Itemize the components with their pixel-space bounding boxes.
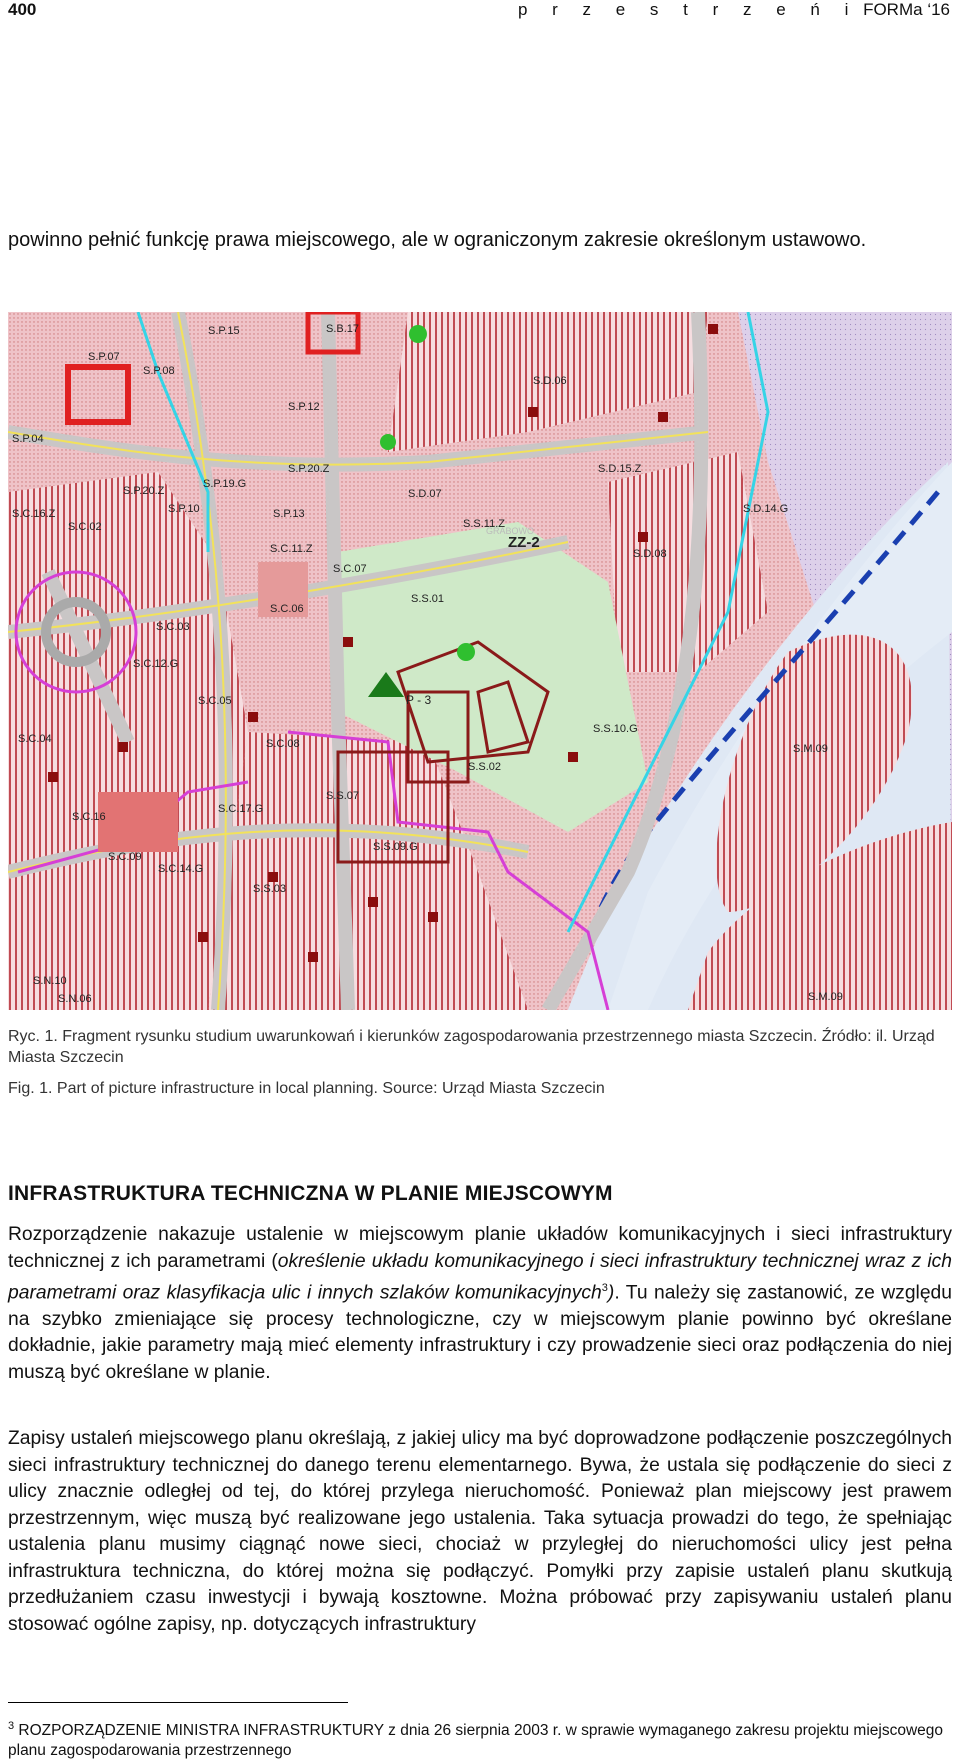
svg-text:S.D.14.G: S.D.14.G (743, 503, 789, 515)
svg-text:S.P.08: S.P.08 (143, 365, 175, 377)
svg-text:S.P.20.Z: S.P.20.Z (288, 463, 330, 475)
journal-title-spaced: p r z e s t r z e ń i (517, 0, 859, 19)
figure-caption-pl: Ryc. 1. Fragment rysunku studium uwarunkowań i kierunków zagospodarowania przestrzennego miasta Szczecin. Źródło: il. Urząd Miasta Szczecin (8, 1028, 935, 1066)
svg-text:S.C.02: S.C.02 (68, 521, 102, 533)
svg-text:S.C.16: S.C.16 (72, 811, 106, 823)
svg-text:S.S.11.Z: S.S.11.Z (463, 518, 505, 530)
svg-text:S.D.07: S.D.07 (408, 488, 442, 500)
svg-text:S.C.05: S.C.05 (198, 695, 232, 707)
footnote-number: 3 (8, 1720, 15, 1732)
planning-map-figure (8, 312, 952, 1010)
footnote (8, 1716, 952, 1761)
svg-text:S.C.09: S.C.09 (108, 851, 142, 863)
svg-text:S.N.10: S.N.10 (33, 975, 67, 987)
svg-text:S.C.06: S.C.06 (270, 603, 304, 615)
svg-text:S.C.04: S.C.04 (18, 733, 52, 745)
svg-text:S.C.14.G: S.C.14.G (158, 863, 204, 875)
svg-text:S.M.09: S.M.09 (793, 743, 828, 755)
svg-text:S.M.09: S.M.09 (808, 991, 843, 1003)
footnote-reference: 3 (601, 1282, 608, 1294)
svg-text:S.S.01: S.S.01 (411, 593, 445, 605)
svg-text:P - 3: P - 3 (406, 693, 432, 707)
svg-text:GRABOWO: GRABOWO (486, 526, 535, 536)
tree-icon (457, 643, 475, 661)
paragraph-1-lead: Rozporządzenie nakazuje ustalenie w miejscowym planie układów komunikacyjnych i sieci infrastruktury technicznej z ich parametrami ( (8, 1224, 952, 1272)
footnote-text: ROZPORZĄDZENIE MINISTRA INFRASTRUKTURY z dnia 26 sierpnia 2003 r. w sprawie wymaganego zakresu projektu miejscowego planu zagospodarowania przestrzennego (8, 1722, 944, 1760)
svg-text:S.P.15: S.P.15 (208, 325, 240, 337)
paragraph-1-italic: określenie układu komunikacyjnego i sieci infrastruktury technicznej wraz z ich parametrami oraz klasyfikacja ulic i innych szlaków komunikacyjnych (8, 1250, 952, 1304)
svg-text:S.S.09.G: S.S.09.G (373, 841, 418, 853)
svg-text:S.P.10: S.P.10 (168, 503, 200, 515)
svg-text:S.S.02: S.S.02 (468, 761, 502, 773)
svg-text:S.S.07: S.S.07 (326, 790, 360, 802)
svg-text:ZZ-2: ZZ-2 (508, 534, 540, 551)
svg-text:S.C.12.G: S.C.12.G (133, 658, 179, 670)
svg-text:S.N.06: S.N.06 (58, 993, 92, 1005)
footnote-divider (8, 1702, 348, 1703)
svg-text:S.P.19.G: S.P.19.G (203, 478, 247, 490)
paragraph-2: Zapisy ustaleń miejscowego planu określają, z jakiej ulicy ma być doprowadzone podłączenie poszczególnych sieci infrastruktury technicznej do danego terenu elementarnego. Bywa, że ustala się podłączenie do sieci z ulicy znacznie odległej od tej, do której przylega nieruchomość. Ponieważ plan miejscowy jest prawem przestrzennym, więc muszą być realizowane jego ustalenia. Taka sytuacja prowadzi do tego, że spełniając ustalenia planu musimy ciągnąć nowe sieci, chociaż w przyległej do nieruchomości ulicy jest pełna infrastruktura techniczna, do której można się podłączyć. Pomyłki przy zapisie ustaleń planu skutkują przedłużaniem czasu inwestycji i bywają kosztowne. Można próbować przy zapisywaniu ustaleń planu stosować ogólne zapisy, np. dotyczących infrastruktury (8, 1428, 952, 1635)
paragraph-1-rest: . Tu należy się zastanowić, ze względu na szybko zmieniające się procesy technologiczne, czy w miejscowym planie powinno być określane dokładnie, jakie parametry mają mieć elementy infrastruktury i czy prowadzenie sieci oraz podłączenia do niej muszą być określane w planie. (8, 1282, 952, 1383)
planning-map (8, 312, 952, 1010)
svg-text:S.B.17: S.B.17 (326, 323, 360, 335)
svg-text:S.P.07: S.P.07 (88, 351, 120, 363)
svg-text:S.S.03: S.S.03 (253, 883, 287, 895)
journal-title-form: FORMa (863, 0, 923, 19)
paragraph-1-italic-close: ) (607, 1282, 615, 1304)
intro-text: powinno pełnić funkcję prawa miejscowego, ale w ograniczonym zakresie określonym ustawowo. (8, 229, 867, 251)
page-number: 400 (8, 0, 37, 19)
figure-caption-en: Fig. 1. Part of picture infrastructure in local planning. Source: Urząd Miasta Szczecin (8, 1080, 605, 1097)
paragraph-1 (8, 1222, 952, 1386)
svg-text:S.C.17.G: S.C.17.G (218, 803, 264, 815)
svg-text:S.C.03: S.C.03 (156, 621, 190, 633)
svg-text:S.P.13: S.P.13 (273, 508, 305, 520)
journal-title (518, 0, 950, 20)
svg-text:S.D.08: S.D.08 (633, 548, 667, 560)
svg-text:S.C.16.Z: S.C.16.Z (12, 508, 56, 520)
section-heading: INFRASTRUKTURA TECHNICZNA W PLANIE MIEJSCOWYM (8, 1182, 613, 1205)
svg-text:S.P.12: S.P.12 (288, 401, 320, 413)
svg-text:S.D.06: S.D.06 (533, 375, 567, 387)
svg-text:S.S.10.G: S.S.10.G (593, 723, 638, 735)
svg-text:S.P.20.Z: S.P.20.Z (123, 485, 165, 497)
svg-text:S.D.15.Z: S.D.15.Z (598, 463, 642, 475)
svg-text:S.C.08: S.C.08 (266, 738, 300, 750)
svg-text:S.C.07: S.C.07 (333, 563, 367, 575)
svg-text:S.P.04: S.P.04 (12, 433, 44, 445)
svg-text:S.C.11.Z: S.C.11.Z (270, 543, 313, 555)
journal-issue: ‘16 (927, 0, 950, 19)
